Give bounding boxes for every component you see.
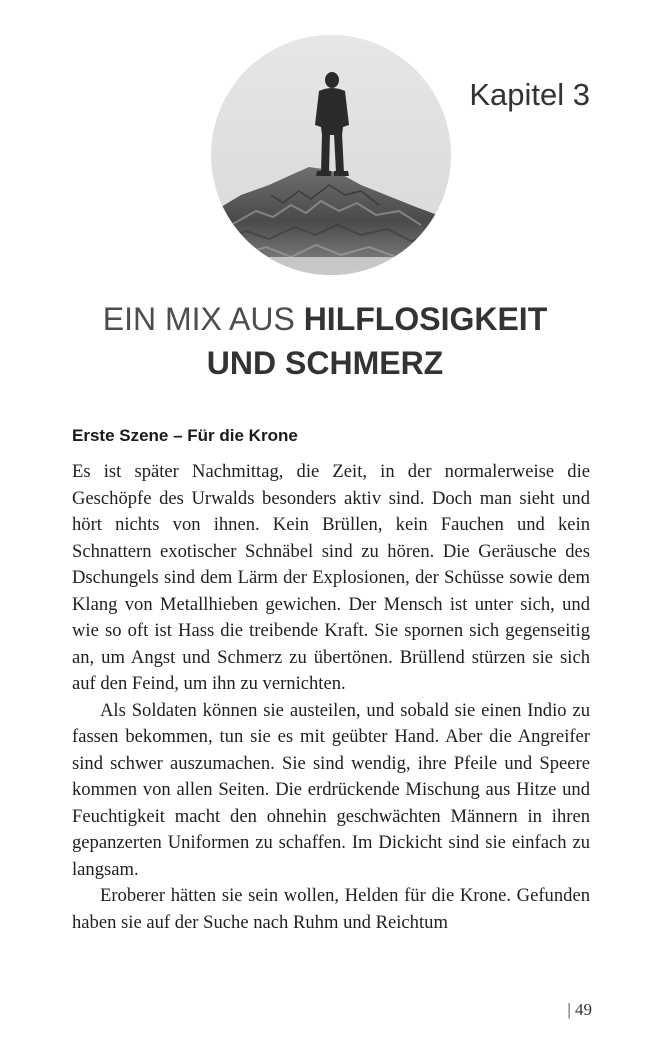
title-bold-part: HILFLOSIGKEIT	[303, 301, 548, 337]
paragraph: Es ist später Nachmittag, die Zeit, in der normalerweise die Geschöpfe des Urwalds besonders aktiv sind. Doch man sieht und hört nichts von ihnen. Kein Brüllen, kein Fauchen und kein Schnattern exotischer Schnäbel sind zu hören. Die Geräusche des Dschungels sind dem Lärm der Explosionen, der Schüsse sowie dem Klang von Metallhieben gewichen. Der Mensch ist unter sich, und wie so oft ist Hass die treibende Kraft. Sie spornen sich gegenseitig an, um Angst und Schmerz zu übertönen. Brüllend stürzen sie sich auf den Feind, um ihn zu vernichten.	[72, 461, 590, 694]
paragraph: Als Soldaten können sie austeilen, und sobald sie einen Indio zu fassen bekommen, tun sie es mit geübter Hand. Aber die Angreifer sind schwer auszumachen. Sie sind wendig, ihre Pfeile und Speere kommen von allen Seiten. Die erdrückende Mischung aus Hitze und Feuchtigkeit macht den ohnehin geschwächten Männern in ihren gepanzerten Uniformen zu schaffen. Im Dickicht sind sie einfach zu langsam.	[72, 699, 590, 880]
chapter-title	[60, 297, 590, 385]
body-text	[72, 459, 590, 936]
paragraph: Eroberer hätten sie sein wollen, Helden für die Krone. Gefunden haben sie auf der Suche nach Ruhm und Reichtum	[72, 885, 590, 933]
title-light-part: EIN MIX AUS	[102, 301, 304, 337]
man-on-mountain-photo-icon	[211, 35, 451, 275]
title-second-line: UND SCHMERZ	[206, 345, 444, 381]
scene-heading: Erste Szene – Für die Krone	[72, 426, 298, 445]
chapter-label: Kapitel 3	[469, 77, 590, 112]
page-number: | 49	[567, 1000, 592, 1019]
